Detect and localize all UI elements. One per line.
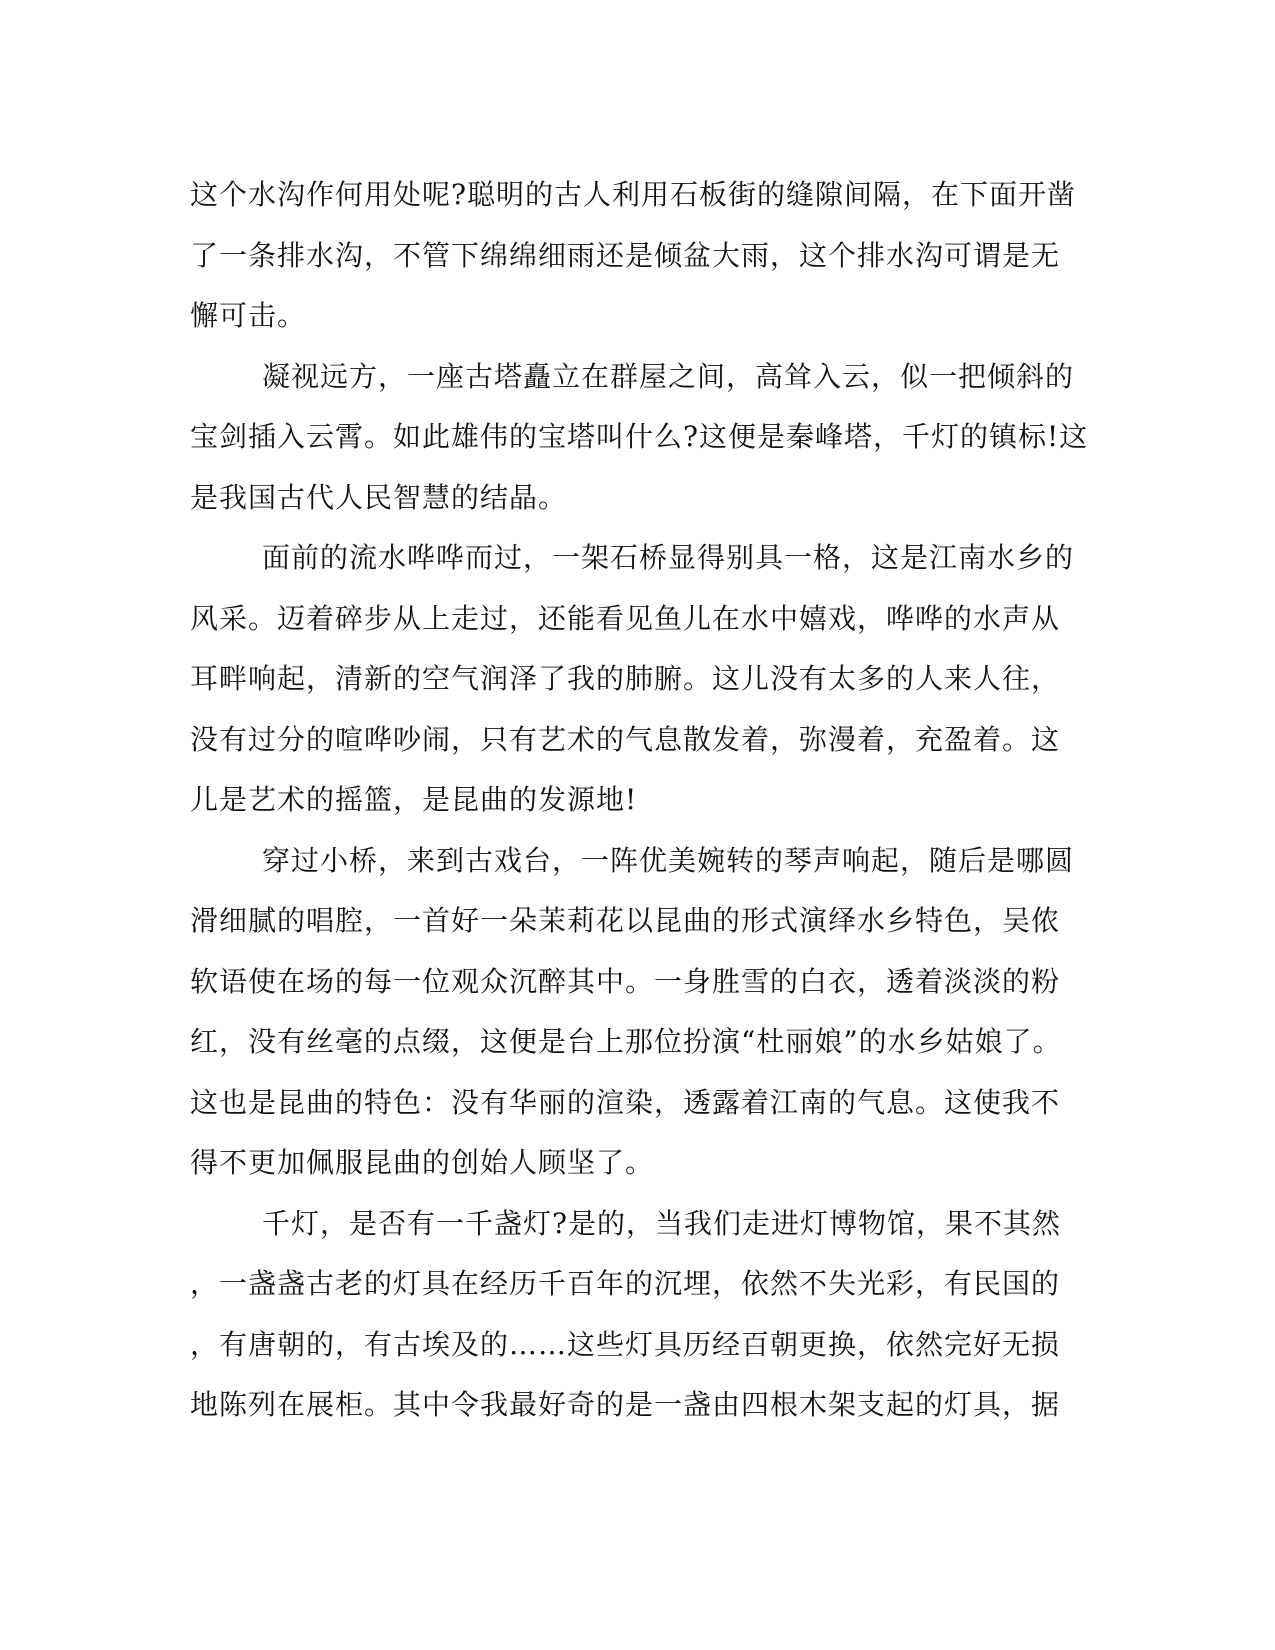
text-line: 懈可击。 [190,299,307,332]
text-line: 儿是艺术的摇篮，是昆曲的发源地! [190,783,638,816]
text-line: 得不更加佩服昆曲的创始人顾坚了。 [190,1146,655,1179]
paragraph-start-line: 千灯，是否有一千盏灯?是的，当我们走进灯博物馆，果不其然 [262,1206,1062,1240]
text-line: ，有唐朝的，有古埃及的……这些灯具历经百朝更换，依然完好无损 [190,1327,1061,1361]
paragraph-start-line: 穿过小桥，来到古戏台，一阵优美婉转的琴声响起，随后是哪圆 [262,843,1075,877]
text-line: 风采。迈着碎步从上走过，还能看见鱼儿在水中嬉戏，哗哗的水声从 [190,601,1061,635]
paragraph-start-line: 面前的流水哗哗而过，一架石桥显得别具一格，这是江南水乡的 [262,541,1075,574]
text-line: 滑细腻的唱腔，一首好一朵茉莉花以昆曲的形式演绎水乡特色，吴侬 [190,904,1061,937]
text-line: 红，没有丝毫的点缀，这便是台上那位扮演“杜丽娘”的水乡姑娘了。 [190,1025,1062,1058]
text-line: 地陈列在展柜。其中令我最好奇的是一盏由四根木架支起的灯具，据 [190,1388,1061,1421]
text-line: 了一条排水沟，不管下绵绵细雨还是倾盆大雨，这个排水沟可谓是无 [190,238,1061,272]
body-text [190,165,1090,1436]
text-line: 宝剑插入云霄。如此雄伟的宝塔叫什么?这便是秦峰塔，千灯的镇标!这 [190,420,1089,453]
text-line: 这个水沟作何用处呢?聪明的古人利用石板街的缝隙间隔，在下面开凿 [190,178,1077,211]
text-line: 没有过分的喧哗吵闹，只有艺术的气息散发着，弥漫着，充盈着。这 [190,722,1061,756]
text-line: 是我国古代人民智慧的结晶。 [190,480,568,514]
text-line: ，一盏盏古老的灯具在经历千百年的沉埋，依然不失光彩，有民国的 [190,1267,1061,1300]
text-line: 这也是昆曲的特色：没有华丽的渲染，透露着江南的气息。这使我不 [190,1085,1061,1119]
text-line: 耳畔响起，清新的空气润泽了我的肺腑。这儿没有太多的人来人往， [190,662,1061,695]
paragraph-start-line: 凝视远方，一座古塔矗立在群屋之间，高耸入云，似一把倾斜的 [262,359,1075,393]
text-line: 软语使在场的每一位观众沉醉其中。一身胜雪的白衣，透着淡淡的粉 [190,964,1061,998]
